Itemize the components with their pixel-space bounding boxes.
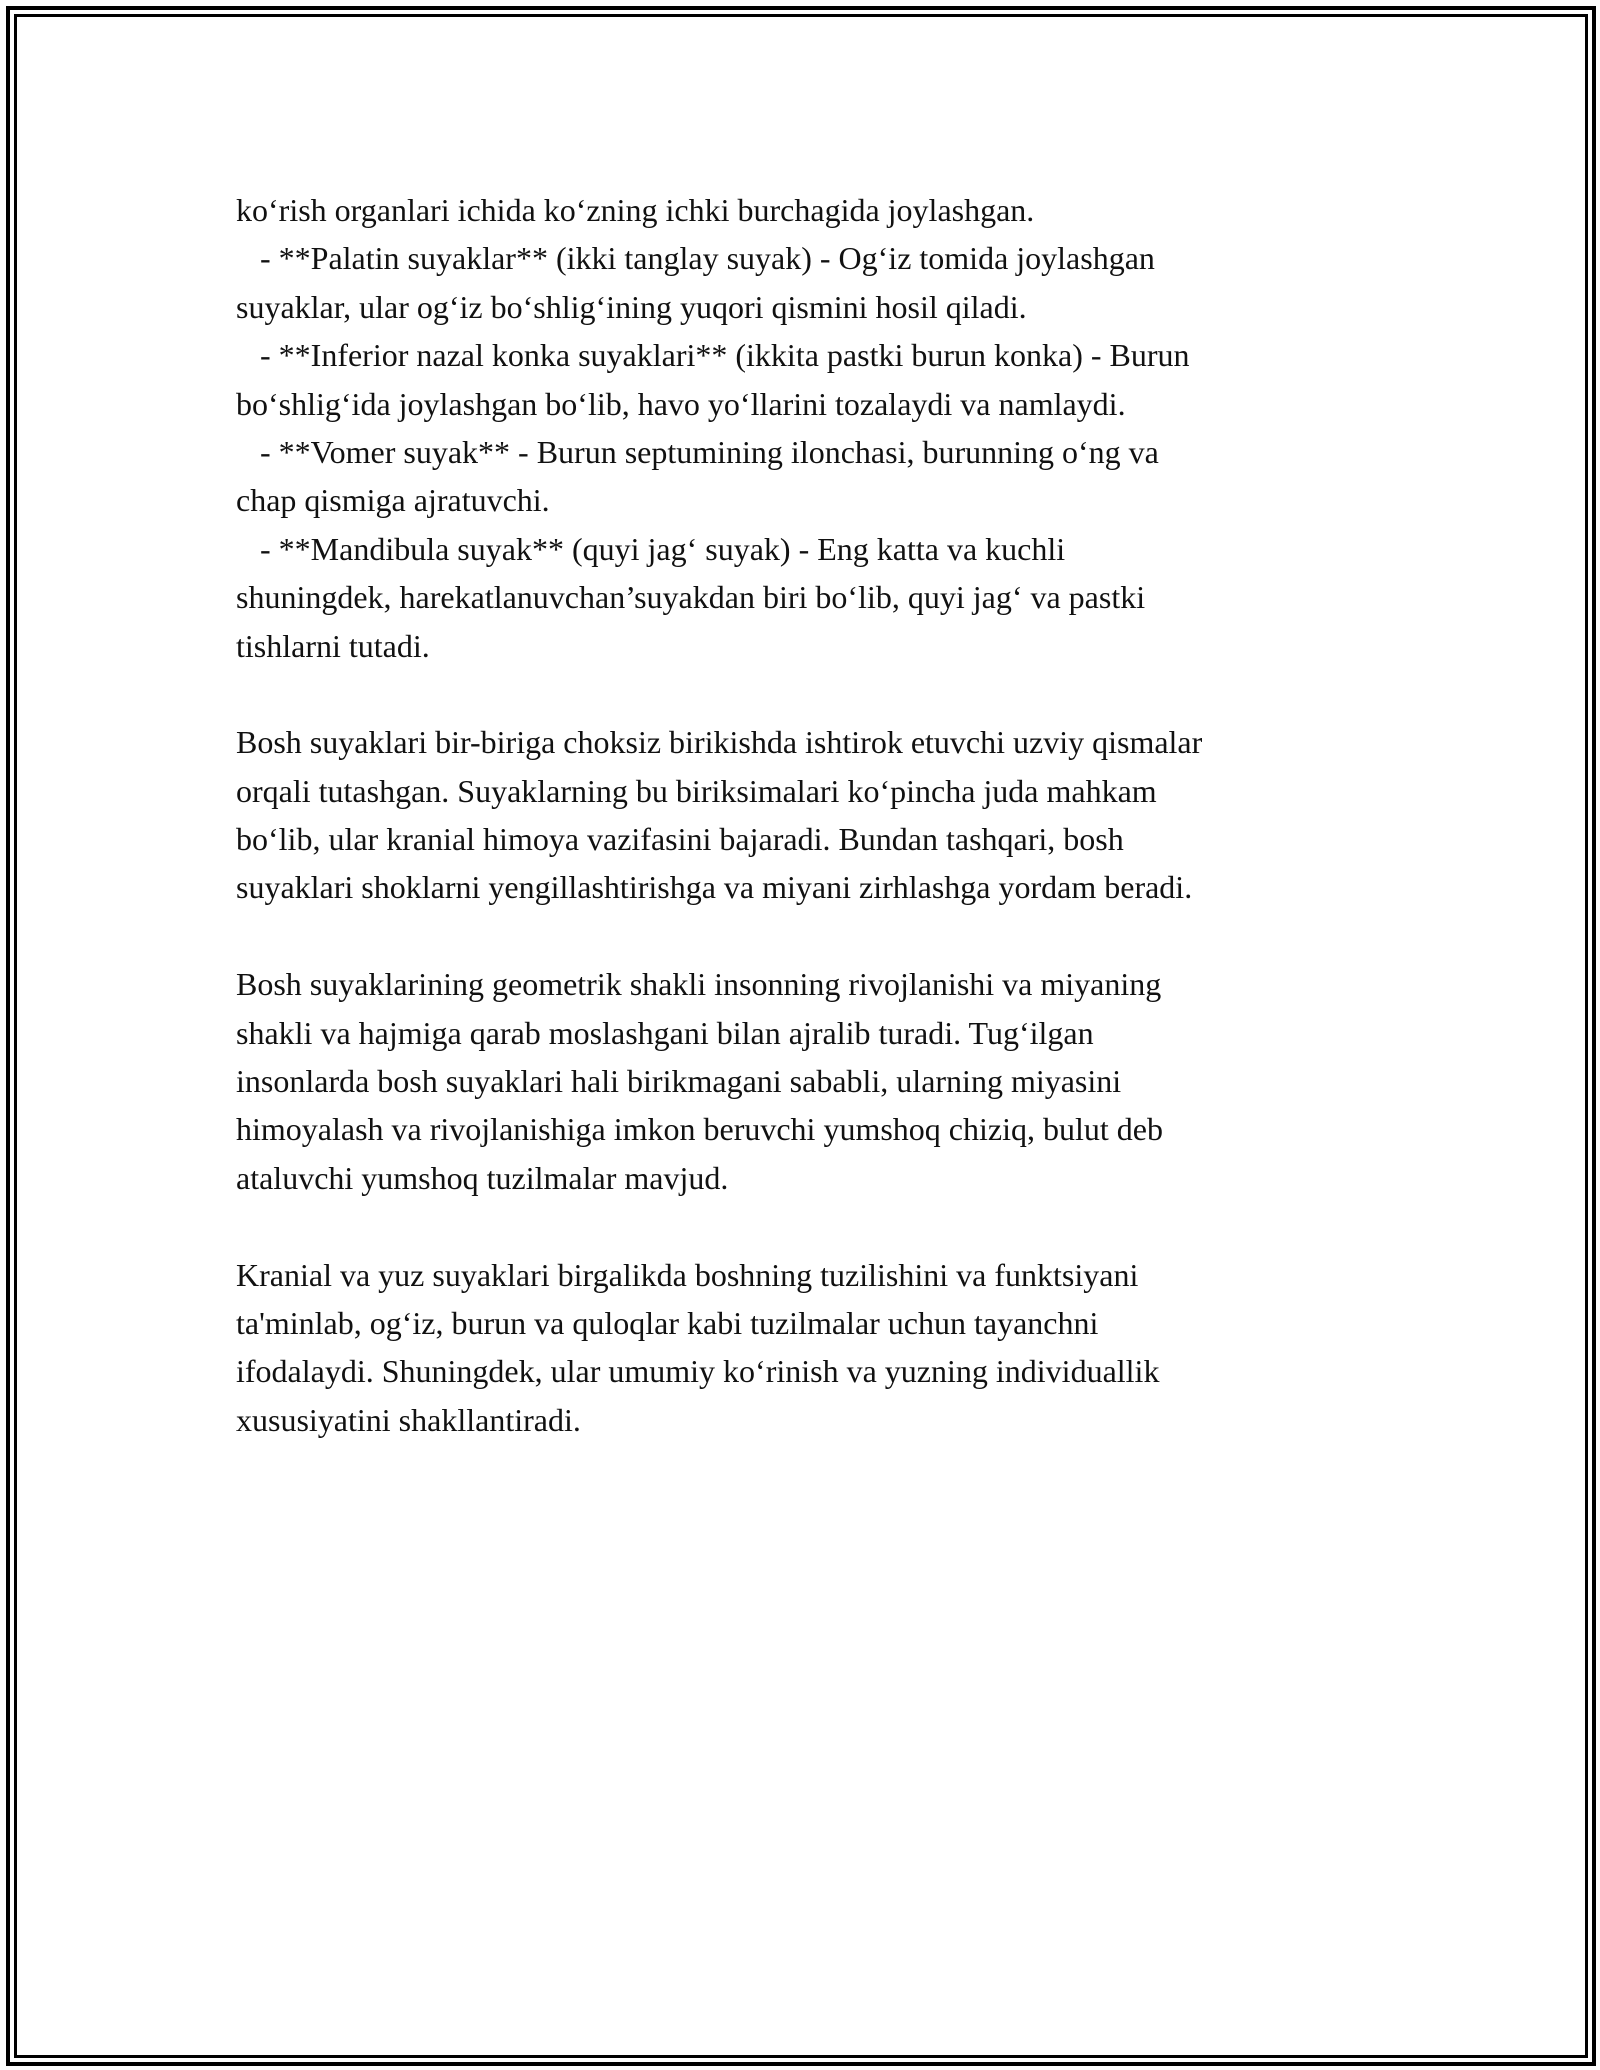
text-line: - **Vomer suyak** - Burun septumining ilonchasi, burunning o‘ng va	[236, 433, 1159, 470]
paragraph-gap	[236, 912, 1356, 960]
text-line: insonlarda bosh suyaklari hali birikmagani sababli, ularning miyasini	[236, 1063, 1122, 1100]
text-line: suyaklar, ular og‘iz bo‘shlig‘ining yuqori qismini hosil qiladi.	[236, 288, 1027, 325]
text-line: suyaklari shoklarni yengillashtirishga va miyani zirhlashga yordam beradi.	[236, 869, 1193, 906]
text-line: ta'minlab, og‘iz, burun va quloqlar kabi tuzilmalar uchun tayanchni	[236, 1304, 1099, 1341]
text-line: ko‘rish organlari ichida ko‘zning ichki burchagida joylashgan.	[236, 192, 1035, 228]
text-line: himoyalash va rivojlanishiga imkon beruvchi yumshoq chiziq, bulut deb	[236, 1111, 1163, 1148]
text-line: Bosh suyaklari bir-biriga choksiz birikishda ishtirok etuvchi uzviy qismalar	[236, 724, 1203, 761]
text-line: Bosh suyaklarining geometrik shakli insonning rivojlanishi va miyaning	[236, 966, 1162, 1003]
text-line: xususiyatini shakllantiradi.	[236, 1401, 581, 1438]
text-line: tishlarni tutadi.	[236, 627, 430, 664]
paragraph-gap	[236, 670, 1356, 718]
text-line: shakli va hajmiga qarab moslashgani bilan ajralib turadi. Tug‘ilgan	[236, 1014, 1094, 1051]
document-body	[236, 186, 1356, 1444]
text-line: chap qismiga ajratuvchi.	[236, 482, 550, 519]
text-line: shuningdek, harekatlanuvchan’suyakdan biri bo‘lib, quyi jag‘ va pastki	[236, 579, 1146, 616]
text-line: - **Mandibula suyak** (quyi jag‘ suyak) - Eng katta va kuchli	[236, 530, 1066, 567]
text-line: bo‘lib, ular kranial himoya vazifasini bajaradi. Bundan tashqari, bosh	[236, 821, 1124, 858]
text-line: bo‘shlig‘ida joylashgan bo‘lib, havo yo‘llarini tozalaydi va namlaydi.	[236, 385, 1126, 422]
text-line: orqali tutashgan. Suyaklarning bu biriksimalari ko‘pincha juda mahkam	[236, 772, 1157, 809]
paragraph-gap	[236, 1202, 1356, 1250]
text-line: ataluvchi yumshoq tuzilmalar mavjud.	[236, 1159, 729, 1196]
text-line: - **Palatin suyaklar** (ikki tanglay suyak) - Og‘iz tomida joylashgan	[236, 240, 1155, 277]
text-line: Kranial va yuz suyaklari birgalikda boshning tuzilishini va funktsiyani	[236, 1256, 1139, 1293]
text-line: - **Inferior nazal konka suyaklari** (ikkita pastki burun konka) - Burun	[236, 337, 1190, 374]
text-line: ifodalaydi. Shuningdek, ular umumiy ko‘rinish va yuzning individuallik	[236, 1353, 1160, 1390]
